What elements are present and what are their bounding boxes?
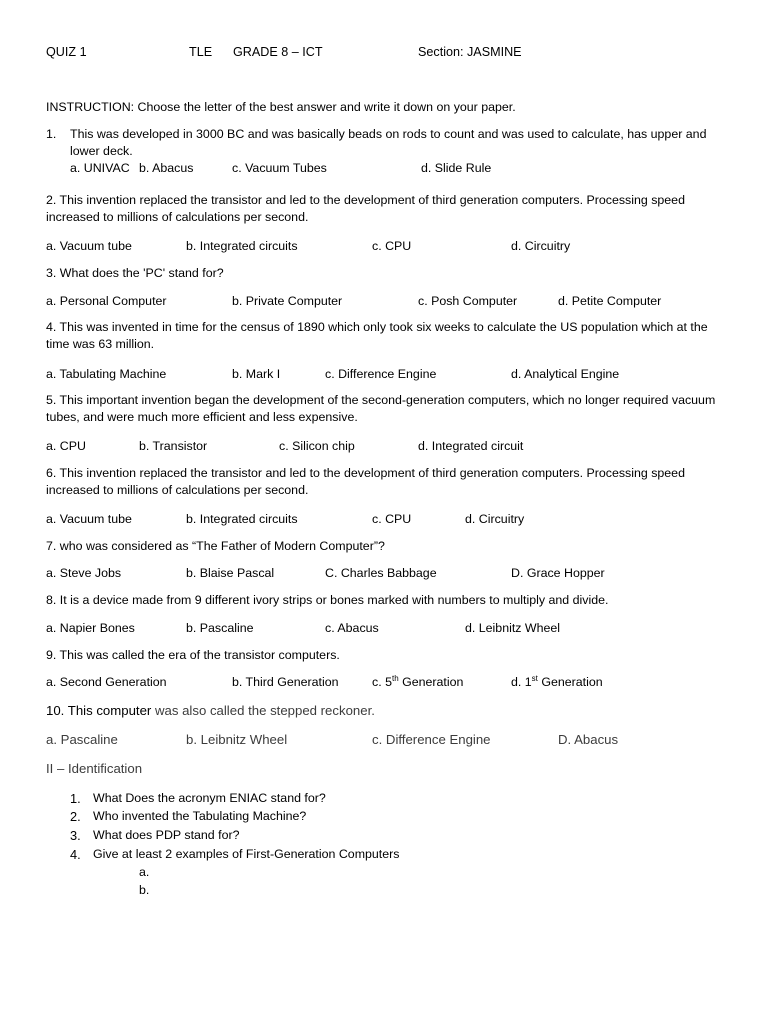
option-c: C. Charles Babbage (325, 566, 437, 580)
option-c: c. Difference Engine (372, 732, 491, 747)
superscript: st (531, 673, 538, 683)
question-number: 1. (46, 127, 57, 141)
option-d-prefix: d. 1 (511, 675, 532, 689)
question-text: 9. This was called the era of the transistor computers. (46, 648, 340, 662)
option-d: d. Petite Computer (558, 294, 662, 308)
option-b: b. Blaise Pascal (186, 566, 275, 580)
section-heading: II – Identification (46, 761, 143, 776)
instruction-text: INSTRUCTION: Choose the letter of the best answer and write it down on your paper. (46, 100, 516, 114)
option-b: b. Abacus (139, 161, 194, 175)
option-b: b. Integrated circuits (186, 512, 298, 526)
option-b: b. Private Computer (232, 294, 343, 308)
option-b: b. Transistor (139, 439, 208, 453)
option-d: d. Slide Rule (421, 161, 492, 175)
option-d-suffix: Generation (537, 675, 603, 689)
option-c (372, 674, 463, 691)
question-text: 4. This was invented in time for the census of 1890 which only took six weeks to calculate the US population which at the time was 63 million. (46, 320, 708, 351)
item-number: 3. (70, 828, 81, 843)
identification-item: Who invented the Tabulating Machine? (93, 809, 307, 823)
option-a: a. Personal Computer (46, 294, 167, 308)
option-c: c. CPU (372, 239, 412, 253)
option-b: b. Mark I (232, 367, 281, 381)
option-a: a. Pascaline (46, 732, 118, 747)
question-text: 2. This invention replaced the transistor and led to the development of third generation computers. Processing speed increased to millions of calculations per second. (46, 193, 685, 224)
identification-item: Give at least 2 examples of First-Generation Computers (93, 847, 400, 861)
option-d: D. Grace Hopper (511, 566, 605, 580)
subject-label: TLE (189, 45, 213, 59)
item-number: 2. (70, 809, 81, 824)
question-text: 7. who was considered as “The Father of Modern Computer”? (46, 539, 385, 553)
question-text: 5. This important invention began the development of the second-generation computers, which no longer required vacuum tubes, and were much more efficient and less expensive. (46, 393, 716, 424)
item-number: 4. (70, 847, 81, 862)
question-text: 8. It is a device made from 9 different ivory strips or bones marked with numbers to multiply and divide. (46, 593, 609, 607)
question-text (46, 702, 375, 719)
option-a: a. Steve Jobs (46, 566, 122, 580)
section-label: Section: JASMINE (418, 45, 522, 59)
option-c: c. Silicon chip (279, 439, 355, 453)
option-a: a. Tabulating Machine (46, 367, 167, 381)
superscript: th (391, 673, 399, 683)
option-b: b. Pascaline (186, 621, 254, 635)
question-text: This was developed in 3000 BC and was basically beads on rods to count and was used to calculate, has upper and lower deck. (70, 127, 707, 158)
sub-item-a: a. (139, 865, 150, 879)
option-c: c. Posh Computer (418, 294, 518, 308)
question-rest: was also called the stepped reckoner. (151, 703, 375, 718)
option-d: D. Abacus (558, 732, 619, 747)
option-a: a. Second Generation (46, 675, 167, 689)
option-d: d. Analytical Engine (511, 367, 620, 381)
option-b: b. Third Generation (232, 675, 339, 689)
option-c: c. Abacus (325, 621, 379, 635)
option-a: a. CPU (46, 439, 86, 453)
sub-item-b: b. (139, 883, 150, 897)
question-text: 6. This invention replaced the transistor and led to the development of third generation computers. Processing speed increased to millions of calculations per second. (46, 466, 685, 497)
option-c: c. CPU (372, 512, 412, 526)
option-d: d. Circuitry (511, 239, 571, 253)
identification-item: What Does the acronym ENIAC stand for? (93, 791, 326, 805)
identification-item: What does PDP stand for? (93, 828, 240, 842)
grade-label: GRADE 8 – ICT (233, 45, 323, 59)
option-c: c. Vacuum Tubes (232, 161, 327, 175)
option-c-prefix: c. 5 (372, 675, 392, 689)
option-d (511, 674, 603, 691)
option-d: d. Integrated circuit (418, 439, 524, 453)
option-a: a. Vacuum tube (46, 239, 132, 253)
question-text: 3. What does the 'PC' stand for? (46, 266, 224, 280)
option-d: d. Circuitry (465, 512, 525, 526)
option-a: a. Napier Bones (46, 621, 135, 635)
option-a: a. Vacuum tube (46, 512, 132, 526)
option-a: a. UNIVAC (70, 161, 130, 175)
option-c: c. Difference Engine (325, 367, 437, 381)
option-b: b. Integrated circuits (186, 239, 298, 253)
option-b: b. Leibnitz Wheel (186, 732, 288, 747)
question-lead: 10. This computer (46, 703, 152, 718)
option-d: d. Leibnitz Wheel (465, 621, 561, 635)
quiz-title: QUIZ 1 (46, 45, 87, 59)
option-c-suffix: Generation (398, 675, 464, 689)
item-number: 1. (70, 791, 81, 806)
